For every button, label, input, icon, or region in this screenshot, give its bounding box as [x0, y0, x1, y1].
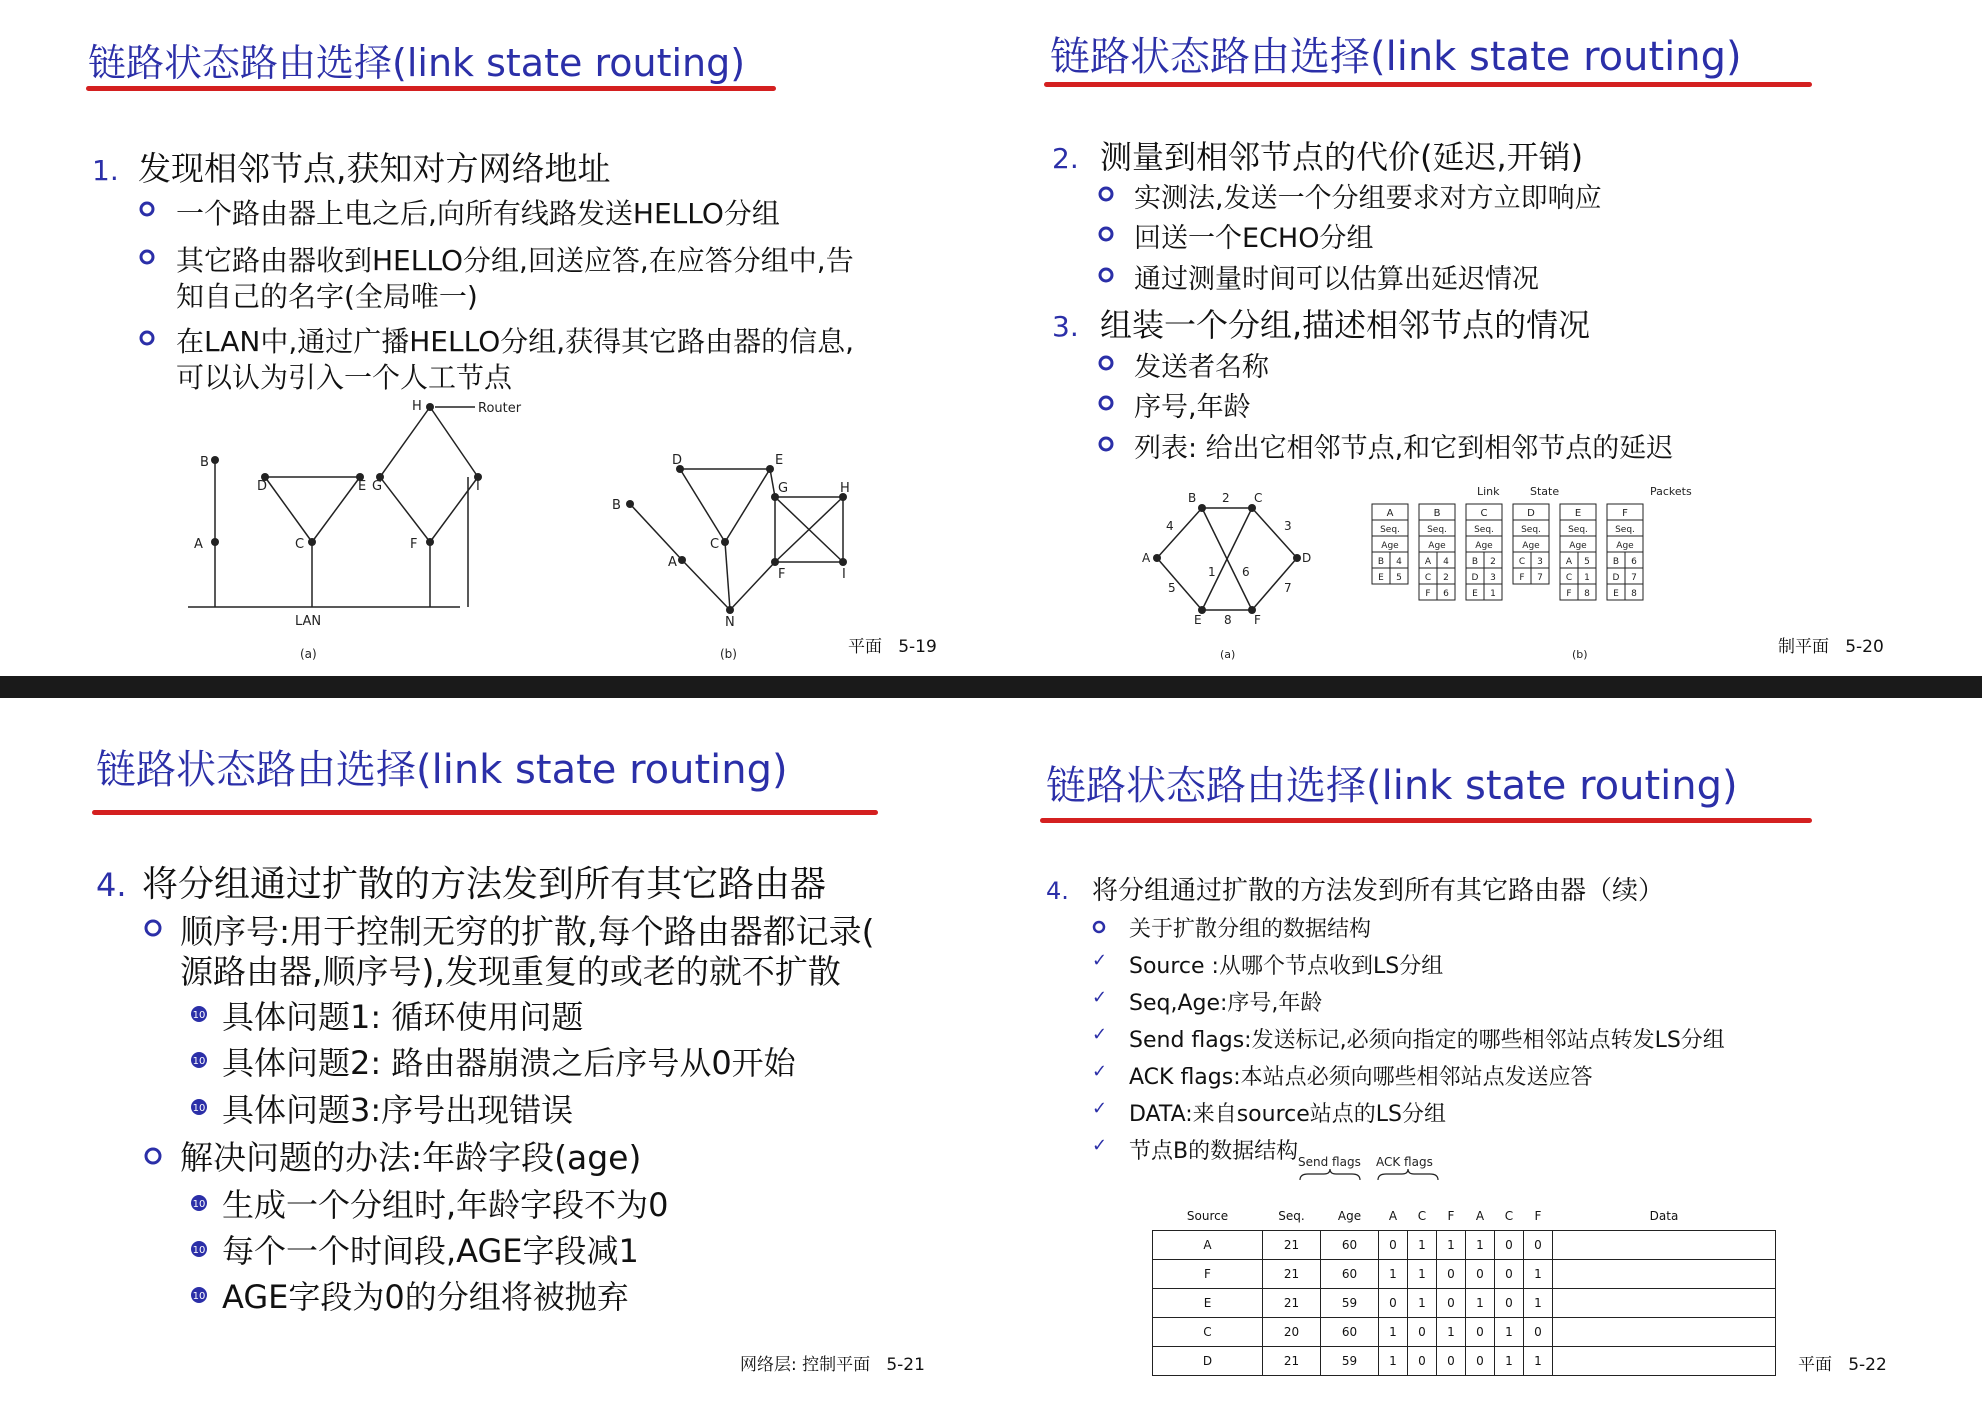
table-cell: D — [1153, 1347, 1263, 1376]
slide-footer — [1778, 632, 1884, 657]
node-label: B — [1188, 491, 1197, 505]
table-cell: 21 — [1263, 1231, 1321, 1260]
footer-section: 平面 — [848, 637, 882, 657]
item-text: 组装一个分组,描述相邻节点的情况 — [1100, 306, 1591, 344]
list-item — [1046, 870, 1664, 907]
packet-delay: 2 — [1443, 573, 1449, 583]
checkmark-icon: ✓ — [1092, 950, 1108, 971]
node-label: F — [778, 567, 786, 582]
list-item: 关于扩散分组的数据结构 — [1129, 917, 1372, 942]
item-number: 4. — [96, 866, 127, 904]
slide-title: 链路状态路由选择(link state routing) — [88, 41, 746, 85]
list-item: AGE字段为0的分组将被抛弃 — [222, 1278, 629, 1316]
router-label: Router — [478, 401, 522, 416]
table-cell: 1 — [1524, 1347, 1553, 1376]
packet-neighbor: F — [1566, 589, 1572, 599]
packet-delay: 3 — [1537, 557, 1543, 567]
table-cell: 1 — [1495, 1347, 1524, 1376]
packet-age-label: Age — [1569, 541, 1587, 551]
list-item: 解决问题的办法:年龄字段(age) — [180, 1138, 642, 1177]
weight-label: 3 — [1284, 519, 1292, 533]
slide-title: 链路状态路由选择(link state routing) — [1046, 763, 1738, 809]
col-header: Seq. — [1278, 1209, 1305, 1223]
slide-5-20 — [992, 0, 1982, 676]
footer-section: 平面 — [1798, 1355, 1832, 1375]
header-state: State — [1530, 485, 1560, 498]
table-row — [1153, 1347, 1776, 1376]
numbered-bullet-icon — [190, 1098, 208, 1120]
list-item: 生成一个分组时,年龄字段不为0 — [222, 1186, 669, 1224]
slide-5-19 — [0, 0, 990, 676]
slide-5-21 — [0, 698, 990, 1408]
list-item: 在LAN中,通过广播HELLO分组,获得其它路由器的信息, — [176, 325, 855, 358]
item-number: 4. — [1046, 877, 1069, 905]
table-cell: 59 — [1321, 1289, 1379, 1318]
packet-age-label: Age — [1475, 541, 1493, 551]
table-cell: 0 — [1408, 1347, 1437, 1376]
table-cell: 0 — [1437, 1260, 1466, 1289]
table-cell: 0 — [1495, 1260, 1524, 1289]
node-label: A — [668, 555, 677, 570]
circle-bullet-icon — [1098, 226, 1114, 242]
packet-age-label: Age — [1381, 541, 1399, 551]
packet-delay: 4 — [1443, 557, 1449, 567]
svg-text:10: 10 — [192, 1291, 206, 1302]
packet-seq-label: Seq. — [1568, 525, 1588, 535]
list-item — [1052, 300, 1590, 346]
packet-delay: 5 — [1584, 557, 1590, 567]
packet-age-label: Age — [1428, 541, 1446, 551]
packet-delay: 3 — [1490, 573, 1496, 583]
item-text: 将分组通过扩散的方法发到所有其它路由器（续） — [1092, 876, 1665, 906]
title-underline — [86, 86, 776, 91]
list-item: ACK flags:本站点必须向哪些相邻站点发送应答 — [1129, 1065, 1593, 1090]
col-header: Source — [1186, 1209, 1229, 1223]
list-item: 其它路由器收到HELLO分组,回送应答,在应答分组中,告 — [176, 244, 854, 277]
weight-label: 7 — [1284, 581, 1292, 595]
caption-b: (b) — [720, 647, 737, 661]
circle-bullet-icon — [1098, 395, 1114, 411]
slide-divider — [0, 676, 1982, 698]
packet-neighbor: D — [1471, 573, 1479, 583]
packet-seq-label: Seq. — [1615, 525, 1635, 535]
node-label: A — [1142, 551, 1151, 565]
packet-delay: 8 — [1631, 589, 1637, 599]
packet-neighbor: C — [1518, 557, 1526, 567]
caption-a: (a) — [300, 647, 317, 661]
node-label: D — [672, 453, 683, 468]
list-item: Seq,Age:序号,年龄 — [1129, 991, 1323, 1016]
item-number: 3. — [1052, 310, 1079, 343]
packet-neighbor: E — [1613, 589, 1619, 599]
col-header: Data — [1649, 1209, 1679, 1223]
table-cell: C — [1153, 1318, 1263, 1347]
footer-page: 5-19 — [898, 637, 937, 657]
packet-neighbor: B — [1377, 557, 1385, 567]
node-b-data-table — [1152, 1202, 1776, 1376]
list-item: Send flags:发送标记,必须向指定的哪些相邻站点转发LS分组 — [1129, 1028, 1725, 1053]
table-cell: 0 — [1524, 1318, 1553, 1347]
table-cell: 20 — [1263, 1318, 1321, 1347]
list-item — [92, 143, 611, 190]
title-underline — [1044, 82, 1812, 87]
checkmark-icon: ✓ — [1092, 1098, 1108, 1119]
packet-neighbor: A — [1565, 557, 1573, 567]
table-cell: 21 — [1263, 1260, 1321, 1289]
circle-bullet-icon — [1098, 355, 1114, 371]
table-cell: 0 — [1466, 1318, 1495, 1347]
table-cell: 0 — [1466, 1347, 1495, 1376]
table-cell: 1 — [1437, 1231, 1466, 1260]
table-cell — [1553, 1260, 1776, 1289]
packet-delay: 2 — [1490, 557, 1496, 567]
node-label: B — [200, 455, 209, 470]
packet-name: A — [1386, 508, 1394, 519]
svg-text:10: 10 — [192, 1103, 206, 1114]
node-label: I — [842, 567, 846, 582]
list-item: 具体问题2: 路由器崩溃之后序号从0开始 — [222, 1044, 796, 1082]
item-number: 1. — [92, 154, 119, 187]
table-cell: 60 — [1321, 1231, 1379, 1260]
caption-a: (a) — [1220, 648, 1236, 661]
list-item: 通过测量时间可以估算出延迟情况 — [1134, 264, 1539, 295]
table-cell: 0 — [1437, 1347, 1466, 1376]
weight-label: 6 — [1242, 565, 1250, 579]
footer-section: 制平面 — [1778, 637, 1829, 657]
node-label: B — [612, 498, 621, 513]
packet-neighbor: A — [1424, 557, 1432, 567]
title-underline — [1040, 818, 1812, 823]
list-item-cont: 可以认为引入一个人工节点 — [176, 361, 513, 394]
item-text: 测量到相邻节点的代价(延迟,开销) — [1100, 138, 1584, 176]
packet-delay: 8 — [1584, 589, 1590, 599]
node-label: G — [778, 481, 789, 496]
weight-label: 5 — [1168, 581, 1176, 595]
list-item: 具体问题3:序号出现错误 — [222, 1091, 574, 1129]
table-row — [1153, 1260, 1776, 1289]
table-cell: 1 — [1408, 1231, 1437, 1260]
packet-neighbor: E — [1378, 573, 1384, 583]
packet-delay: 4 — [1396, 557, 1402, 567]
slide-footer — [848, 632, 937, 657]
item-text: 发现相邻节点,获知对方网络地址 — [138, 149, 611, 188]
circle-bullet-icon — [1098, 186, 1114, 202]
svg-text:10: 10 — [192, 1056, 206, 1067]
packet-name: B — [1433, 508, 1441, 519]
table-cell: 1 — [1379, 1260, 1408, 1289]
packet-delay: 6 — [1443, 589, 1449, 599]
table-cell: 0 — [1437, 1289, 1466, 1318]
col-header: F — [1534, 1209, 1542, 1223]
packet-neighbor: F — [1519, 573, 1525, 583]
table-cell — [1553, 1231, 1776, 1260]
list-item: 实测法,发送一个分组要求对方立即响应 — [1134, 183, 1602, 214]
list-item: 一个路由器上电之后,向所有线路发送HELLO分组 — [176, 197, 780, 230]
node-label: E — [1194, 613, 1202, 627]
node-label: E — [775, 453, 784, 468]
packet-name: F — [1622, 508, 1628, 519]
circle-bullet-icon — [1098, 267, 1114, 283]
numbered-bullet-icon — [190, 1194, 208, 1216]
weight-label: 4 — [1166, 519, 1174, 533]
node-label: H — [412, 399, 422, 414]
packet-delay: 1 — [1490, 589, 1496, 599]
table-cell: 1 — [1437, 1318, 1466, 1347]
table-cell: 0 — [1495, 1289, 1524, 1318]
packet-name: D — [1527, 508, 1535, 519]
checkmark-icon: ✓ — [1092, 987, 1108, 1008]
packet-delay: 5 — [1396, 573, 1402, 583]
weight-label: 8 — [1224, 613, 1232, 627]
lan-label: LAN — [295, 614, 322, 629]
node-label: H — [840, 481, 850, 496]
node-label: C — [295, 537, 305, 552]
slide-footer — [1798, 1350, 1887, 1375]
table-cell: 60 — [1321, 1260, 1379, 1289]
table-row — [1153, 1289, 1776, 1318]
table-cell: 1 — [1466, 1231, 1495, 1260]
list-item — [96, 856, 826, 907]
circle-bullet-icon — [139, 249, 155, 265]
list-item-cont: 源路由器,顺序号),发现重复的或老的就不扩散 — [180, 952, 841, 991]
list-item: 列表: 给出它相邻节点,和它到相邻节点的延迟 — [1134, 433, 1674, 464]
col-header: C — [1504, 1209, 1514, 1223]
weight-label: 1 — [1208, 565, 1216, 579]
circle-bullet-icon — [1098, 436, 1114, 452]
svg-text:10: 10 — [192, 1245, 206, 1256]
header-packets: Packets — [1650, 485, 1692, 498]
table-cell: 1 — [1524, 1289, 1553, 1318]
node-label: D — [257, 479, 268, 494]
node-label: C — [710, 537, 720, 552]
col-header: Age — [1337, 1209, 1362, 1223]
packet-name: C — [1480, 508, 1488, 519]
packet-delay: 6 — [1631, 557, 1637, 567]
circle-bullet-icon — [139, 330, 155, 346]
weight-label: 2 — [1222, 491, 1230, 505]
table-cell: 0 — [1379, 1289, 1408, 1318]
svg-text:10: 10 — [192, 1010, 206, 1021]
table-cell: 0 — [1466, 1260, 1495, 1289]
ack-flags-label: ACK flags — [1376, 1155, 1433, 1169]
table-cell: E — [1153, 1289, 1263, 1318]
item-text: 将分组通过扩散的方法发到所有其它路由器 — [142, 864, 827, 905]
slide-title: 链路状态路由选择(link state routing) — [1050, 34, 1742, 80]
packet-delay: 1 — [1584, 573, 1590, 583]
table-cell — [1553, 1289, 1776, 1318]
checkmark-icon: ✓ — [1092, 1024, 1108, 1045]
item-number: 2. — [1052, 142, 1079, 175]
table-cell: 1 — [1466, 1289, 1495, 1318]
slide-5-22 — [992, 698, 1982, 1408]
send-flags-label: Send flags — [1298, 1155, 1361, 1169]
packet-neighbor: E — [1472, 589, 1478, 599]
circle-bullet-icon — [1092, 920, 1106, 934]
table-cell: 1 — [1524, 1260, 1553, 1289]
table-cell: 1 — [1408, 1260, 1437, 1289]
table-cell: 1 — [1495, 1318, 1524, 1347]
packet-seq-label: Seq. — [1427, 525, 1447, 535]
table-cell: 0 — [1495, 1231, 1524, 1260]
list-item: 节点B的数据结构 — [1129, 1139, 1299, 1164]
col-header: A — [1475, 1209, 1485, 1223]
numbered-bullet-icon — [190, 1051, 208, 1073]
node-label: F — [410, 537, 418, 552]
node-label: G — [372, 479, 383, 494]
list-item-cont: 知自己的名字(全局唯一) — [176, 280, 478, 313]
numbered-bullet-icon — [190, 1005, 208, 1027]
packet-neighbor: B — [1612, 557, 1620, 567]
node-label: F — [1254, 613, 1261, 627]
packet-seq-label: Seq. — [1521, 525, 1541, 535]
caption-b: (b) — [1572, 648, 1588, 661]
hello-network-figure — [180, 392, 860, 672]
checkmark-icon: ✓ — [1092, 1135, 1108, 1156]
list-item: 每个一个时间段,AGE字段减1 — [222, 1232, 639, 1270]
title-underline — [92, 810, 878, 815]
circle-bullet-icon — [139, 201, 155, 217]
packet-neighbor: F — [1425, 589, 1431, 599]
table-cell: F — [1153, 1260, 1263, 1289]
packet-neighbor: B — [1471, 557, 1479, 567]
table-cell: 1 — [1379, 1347, 1408, 1376]
packet-neighbor: C — [1565, 573, 1573, 583]
footer-page: 5-21 — [886, 1355, 925, 1375]
list-item: 具体问题1: 循环使用问题 — [222, 998, 584, 1036]
numbered-bullet-icon — [190, 1240, 208, 1262]
col-header: C — [1417, 1209, 1427, 1223]
node-label: C — [1254, 491, 1263, 505]
circle-bullet-icon — [144, 1147, 162, 1165]
table-cell: 0 — [1524, 1231, 1553, 1260]
footer-page: 5-20 — [1845, 637, 1884, 657]
packet-seq-label: Seq. — [1380, 525, 1400, 535]
table-cell — [1553, 1347, 1776, 1376]
packet-delay: 7 — [1631, 573, 1637, 583]
packet-seq-label: Seq. — [1474, 525, 1494, 535]
list-item: DATA:来自source站点的LS分组 — [1129, 1102, 1446, 1127]
list-item: Source :从哪个节点收到LS分组 — [1129, 954, 1444, 979]
packet-neighbor: C — [1424, 573, 1432, 583]
table-cell: A — [1153, 1231, 1263, 1260]
col-header: F — [1447, 1209, 1455, 1223]
node-label: A — [194, 537, 203, 552]
table-cell — [1553, 1318, 1776, 1347]
checkmark-icon: ✓ — [1092, 1061, 1108, 1082]
numbered-bullet-icon — [190, 1286, 208, 1308]
node-label: E — [358, 479, 367, 494]
table-cell: 0 — [1408, 1318, 1437, 1347]
slide-title: 链路状态路由选择(link state routing) — [96, 747, 788, 793]
table-row — [1153, 1318, 1776, 1347]
flags-brace-figure — [1292, 1154, 1552, 1194]
list-item — [1052, 132, 1583, 178]
node-label: N — [725, 615, 735, 630]
svg-text:10: 10 — [192, 1199, 206, 1210]
table-cell: 21 — [1263, 1289, 1321, 1318]
node-label: I — [476, 479, 480, 494]
footer-section: 网络层: 控制平面 — [740, 1355, 871, 1375]
col-header: A — [1388, 1209, 1398, 1223]
footer-page: 5-22 — [1848, 1355, 1887, 1375]
table-cell: 59 — [1321, 1347, 1379, 1376]
circle-bullet-icon — [144, 919, 162, 937]
table-cell: 0 — [1379, 1231, 1408, 1260]
table-cell: 60 — [1321, 1318, 1379, 1347]
packet-tables — [1372, 504, 1643, 600]
list-item: 发送者名称 — [1134, 352, 1269, 383]
packet-neighbor: D — [1612, 573, 1620, 583]
table-cell: 21 — [1263, 1347, 1321, 1376]
list-item: 顺序号:用于控制无穷的扩散,每个路由器都记录( — [180, 912, 875, 951]
header-link: Link — [1477, 485, 1500, 498]
list-item: 序号,年龄 — [1134, 392, 1251, 423]
list-item: 回送一个ECHO分组 — [1134, 223, 1374, 254]
packet-name: E — [1574, 508, 1582, 519]
packet-age-label: Age — [1522, 541, 1540, 551]
slide-footer — [740, 1350, 925, 1375]
node-label: D — [1302, 551, 1312, 565]
packet-age-label: Age — [1616, 541, 1634, 551]
table-cell: 1 — [1408, 1289, 1437, 1318]
table-row — [1153, 1231, 1776, 1260]
packet-delay: 7 — [1537, 573, 1543, 583]
table-cell: 1 — [1379, 1318, 1408, 1347]
